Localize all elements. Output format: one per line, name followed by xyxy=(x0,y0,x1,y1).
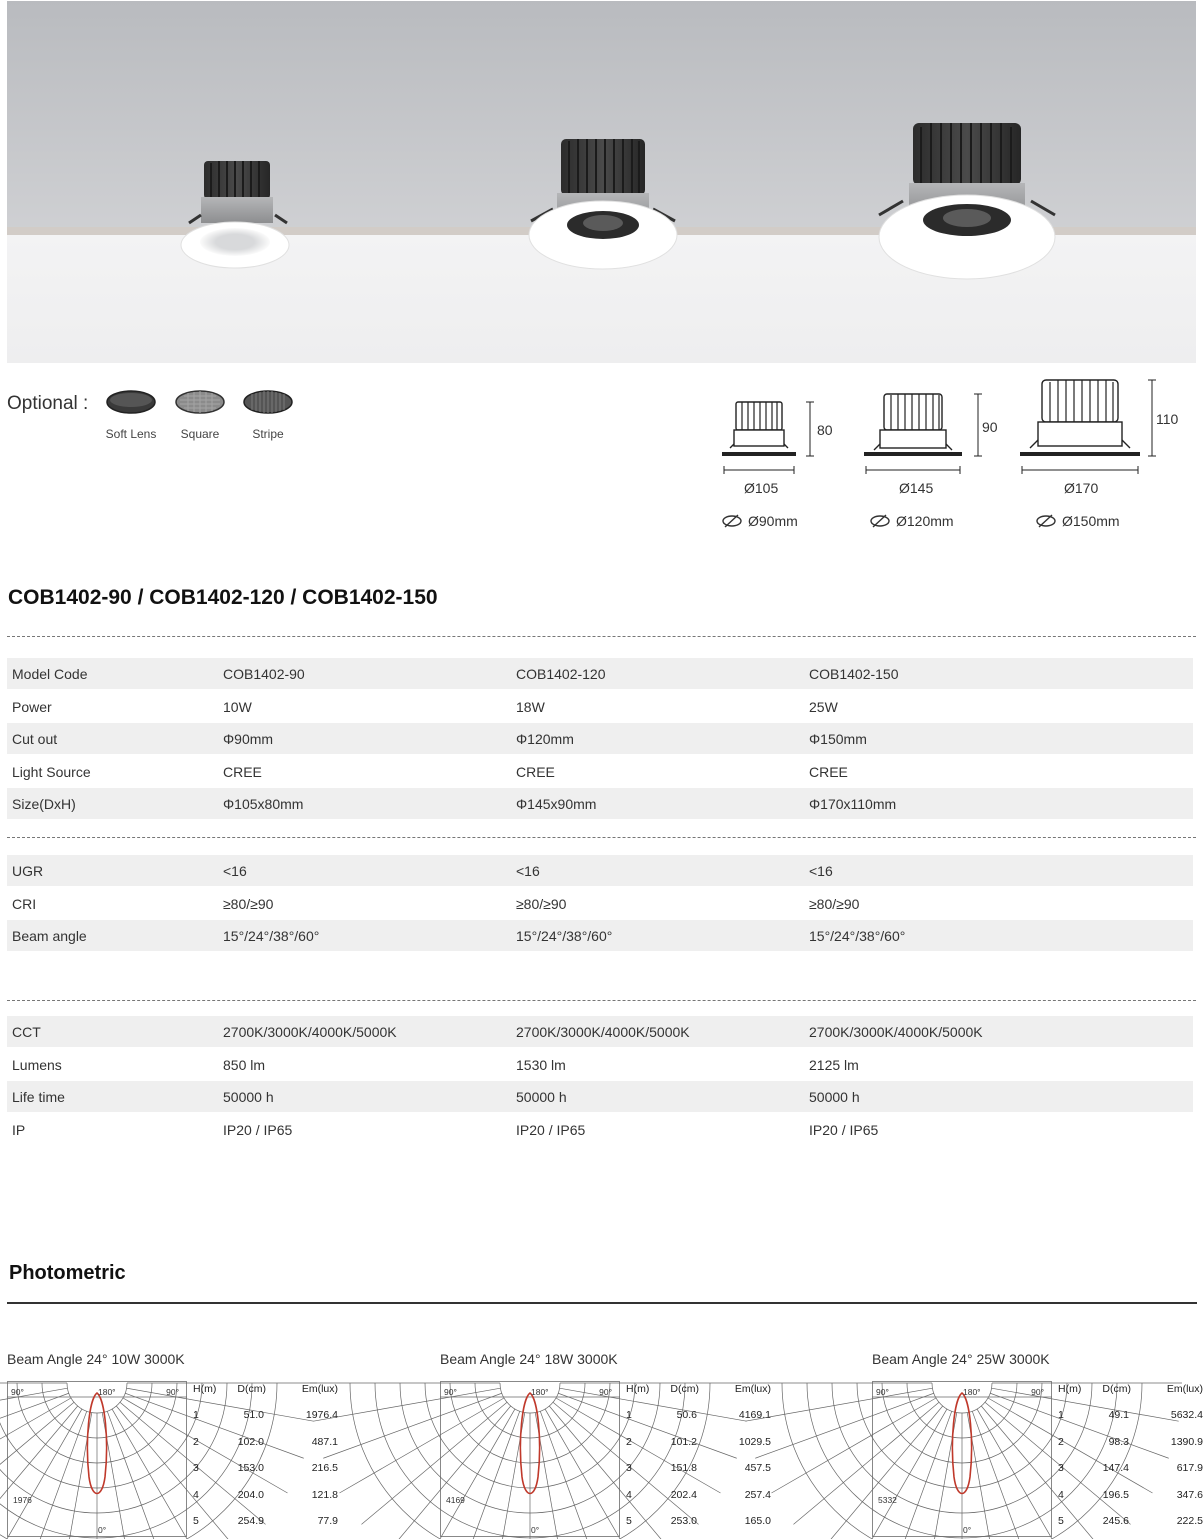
photometric-caption: Beam Angle 24° 25W 3000K xyxy=(872,1351,1050,1367)
angle-label-right: 90° xyxy=(1031,1387,1044,1397)
spec-value: 50000 h xyxy=(223,1089,274,1106)
height-value: 3 xyxy=(193,1462,199,1475)
polar-candela-diagram xyxy=(7,1381,187,1537)
spec-value: 2700K/3000K/4000K/5000K xyxy=(809,1024,983,1040)
column-header: D(cm) xyxy=(1102,1383,1131,1395)
height-value: 2 xyxy=(193,1435,199,1448)
height-value: 4 xyxy=(193,1488,199,1501)
spec-value: ≥80/≥90 xyxy=(223,895,274,912)
diameter-label-150: Ø170 xyxy=(1064,480,1099,496)
spec-value: ≥80/≥90 xyxy=(516,895,567,912)
spec-value: COB1402-90 xyxy=(223,666,305,682)
divider xyxy=(7,1000,1196,1001)
cutout-icon xyxy=(1036,514,1056,528)
spec-value: Φ105x80mm xyxy=(223,796,304,813)
peak-intensity-label: 1976 xyxy=(13,1495,32,1505)
diameter-value: 196.5 xyxy=(1102,1488,1129,1501)
cutout-label-120: Ø120mm xyxy=(896,513,954,529)
spec-label: Lumens xyxy=(12,1056,62,1073)
illuminance-row xyxy=(192,1460,338,1486)
diameter-value: 50.6 xyxy=(676,1409,697,1422)
height-value: 2 xyxy=(626,1435,632,1448)
angle-label-right: 90° xyxy=(599,1387,612,1397)
cutout-90 xyxy=(722,513,798,529)
spec-label: UGR xyxy=(12,863,44,879)
height-label-90: 80 xyxy=(817,422,833,438)
soft-lens-label: Soft Lens xyxy=(105,427,157,441)
diameter-label-90: Ø105 xyxy=(744,480,779,496)
spec-value: 2125 lm xyxy=(809,1056,859,1073)
spec-value: <16 xyxy=(809,863,833,879)
diameter-value: 245.6 xyxy=(1102,1514,1129,1527)
cutout-label-150: Ø150mm xyxy=(1062,513,1120,529)
spec-value: Φ145x90mm xyxy=(516,796,597,813)
height-value: 5 xyxy=(626,1514,632,1527)
height-value: 1 xyxy=(193,1409,199,1422)
spec-row xyxy=(7,1049,1193,1080)
column-header: D(cm) xyxy=(237,1383,266,1395)
stripe-lens-icon xyxy=(242,388,294,416)
diameter-value: 254.9 xyxy=(237,1514,264,1527)
cutout-label-90: Ø90mm xyxy=(748,513,798,529)
diameter-value: 202.4 xyxy=(670,1488,697,1501)
cutout-120 xyxy=(870,513,954,529)
illuminance-row xyxy=(625,1487,771,1513)
diameter-value: 253.0 xyxy=(670,1514,697,1527)
peak-intensity-label: 5332 xyxy=(878,1495,897,1505)
spec-value: ≥80/≥90 xyxy=(809,895,860,912)
spec-value: <16 xyxy=(223,863,247,879)
height-value: 2 xyxy=(1058,1435,1064,1448)
angle-label-bottom: 0° xyxy=(98,1525,107,1535)
illuminance-row xyxy=(625,1460,771,1486)
spec-label: Beam angle xyxy=(12,928,87,945)
soft-lens-option xyxy=(91,388,171,441)
spec-value: 50000 h xyxy=(516,1089,567,1106)
spec-row xyxy=(7,920,1193,951)
lux-value: 5632.4 xyxy=(1170,1409,1203,1422)
divider xyxy=(7,837,1196,838)
spec-value: 25W xyxy=(809,698,838,715)
spec-value: 15°/24°/38°/60° xyxy=(223,928,320,945)
spec-value: CREE xyxy=(516,763,555,780)
dimension-drawing-90 xyxy=(720,398,830,478)
spec-row xyxy=(7,691,1193,722)
height-value: 5 xyxy=(1058,1514,1064,1527)
spec-value: 50000 h xyxy=(809,1089,860,1106)
spec-value: 15°/24°/38°/60° xyxy=(809,928,906,945)
spec-row xyxy=(7,756,1193,787)
diameter-value: 151.8 xyxy=(670,1462,697,1475)
spec-label: CRI xyxy=(12,895,37,912)
photometric-title: Photometric xyxy=(9,1262,126,1284)
spec-value: CREE xyxy=(223,763,262,780)
spec-value: 10W xyxy=(223,698,252,715)
height-label-150: 110 xyxy=(1156,411,1179,427)
photometric-caption: Beam Angle 24° 10W 3000K xyxy=(7,1351,185,1367)
spec-value: COB1402-150 xyxy=(809,666,899,682)
square-lens-label: Square xyxy=(180,427,220,441)
diameter-value: 49.1 xyxy=(1108,1409,1129,1422)
cutout-icon xyxy=(722,514,742,528)
height-value: 3 xyxy=(1058,1462,1064,1475)
lux-value: 121.8 xyxy=(311,1488,338,1501)
photometric-caption: Beam Angle 24° 18W 3000K xyxy=(440,1351,618,1367)
spec-value: IP20 / IP65 xyxy=(516,1121,586,1138)
illuminance-table-header xyxy=(625,1381,771,1407)
lux-value: 77.9 xyxy=(317,1514,338,1527)
spec-label: Life time xyxy=(12,1089,65,1106)
photometric-block xyxy=(872,1351,1202,1538)
illuminance-row xyxy=(1057,1434,1203,1460)
diameter-value: 153.0 xyxy=(237,1462,264,1475)
illuminance-row xyxy=(1057,1407,1203,1433)
illuminance-row xyxy=(192,1513,338,1539)
illuminance-row xyxy=(1057,1460,1203,1486)
illuminance-table-header xyxy=(1057,1381,1203,1407)
spec-label: Model Code xyxy=(12,666,88,682)
illuminance-table-header xyxy=(192,1381,338,1407)
lux-value: 1976.4 xyxy=(305,1409,338,1422)
lux-value: 216.5 xyxy=(311,1462,338,1475)
column-header: Em(lux) xyxy=(1166,1383,1203,1395)
photometric-block xyxy=(7,1351,337,1538)
product-hero-image xyxy=(7,1,1196,363)
stripe-lens-label: Stripe xyxy=(252,427,284,441)
height-value: 1 xyxy=(626,1409,632,1422)
spec-value: CREE xyxy=(809,763,848,780)
angle-label-bottom: 0° xyxy=(531,1525,540,1535)
illuminance-row xyxy=(625,1434,771,1460)
diameter-value: 51.0 xyxy=(243,1409,264,1422)
illuminance-row xyxy=(192,1487,338,1513)
diameter-label-120: Ø145 xyxy=(899,480,934,496)
diameter-value: 101.2 xyxy=(670,1435,697,1448)
soft-lens-icon xyxy=(105,388,157,416)
spec-value: <16 xyxy=(516,863,540,879)
column-header: H(m) xyxy=(193,1383,217,1395)
spec-row xyxy=(7,855,1193,886)
column-header: D(cm) xyxy=(670,1383,699,1395)
spec-label: CCT xyxy=(12,1024,41,1040)
square-lens-icon xyxy=(174,388,226,416)
height-value: 4 xyxy=(1058,1488,1064,1501)
lux-value: 617.9 xyxy=(1176,1462,1203,1475)
spec-value: IP20 / IP65 xyxy=(809,1121,879,1138)
diameter-value: 147.4 xyxy=(1102,1462,1129,1475)
spec-value: 2700K/3000K/4000K/5000K xyxy=(516,1024,690,1040)
spec-value: Φ90mm xyxy=(223,731,274,748)
height-label-120: 90 xyxy=(982,419,998,435)
divider xyxy=(7,636,1196,637)
angle-label-top: 180° xyxy=(963,1387,981,1397)
diameter-value: 204.0 xyxy=(237,1488,264,1501)
column-header: H(m) xyxy=(626,1383,650,1395)
stripe-lens-option xyxy=(228,388,308,441)
illuminance-row xyxy=(1057,1487,1203,1513)
illuminance-row xyxy=(625,1513,771,1539)
spec-value: Φ150mm xyxy=(809,731,867,748)
spec-label: IP xyxy=(12,1121,26,1138)
photometric-block xyxy=(440,1351,770,1538)
illuminance-row xyxy=(1057,1513,1203,1539)
lux-value: 347.6 xyxy=(1176,1488,1203,1501)
angle-label-left: 90° xyxy=(444,1387,457,1397)
spec-value: 18W xyxy=(516,698,545,715)
dimension-drawing-120 xyxy=(860,390,990,478)
lux-value: 1390.9 xyxy=(1170,1435,1203,1448)
angle-label-top: 180° xyxy=(98,1387,116,1397)
spec-value: IP20 / IP65 xyxy=(223,1121,293,1138)
spec-row xyxy=(7,1016,1193,1047)
spec-row xyxy=(7,788,1193,819)
illuminance-table xyxy=(192,1381,338,1539)
spec-row xyxy=(7,1114,1193,1145)
spec-row xyxy=(7,723,1193,754)
height-value: 4 xyxy=(626,1488,632,1501)
spec-row xyxy=(7,658,1193,689)
spec-value: Φ170x110mm xyxy=(809,796,897,813)
height-value: 1 xyxy=(1058,1409,1064,1422)
polar-candela-diagram xyxy=(872,1381,1052,1537)
spec-row xyxy=(7,1081,1193,1112)
illuminance-row xyxy=(192,1434,338,1460)
peak-intensity-label: 4169 xyxy=(446,1495,465,1505)
spec-value: COB1402-120 xyxy=(516,666,606,682)
spec-value: 850 lm xyxy=(223,1056,266,1073)
angle-label-left: 90° xyxy=(11,1387,24,1397)
column-header: Em(lux) xyxy=(301,1383,338,1395)
angle-label-top: 180° xyxy=(531,1387,549,1397)
angle-label-right: 90° xyxy=(166,1387,179,1397)
angle-label-left: 90° xyxy=(876,1387,889,1397)
diameter-value: 102.0 xyxy=(237,1435,264,1448)
angle-label-bottom: 0° xyxy=(963,1525,972,1535)
cutout-150 xyxy=(1036,513,1120,529)
polar-candela-diagram xyxy=(440,1381,620,1537)
lux-value: 257.4 xyxy=(744,1488,771,1501)
optional-label: Optional : xyxy=(7,393,89,414)
illuminance-table xyxy=(1057,1381,1203,1539)
lux-value: 165.0 xyxy=(744,1514,771,1527)
illuminance-table xyxy=(625,1381,771,1539)
column-header: Em(lux) xyxy=(734,1383,771,1395)
photometric-divider xyxy=(7,1302,1197,1304)
spec-title: COB1402-90 / COB1402-120 / COB1402-150 xyxy=(8,586,438,609)
spec-row xyxy=(7,888,1193,919)
spec-value: 2700K/3000K/4000K/5000K xyxy=(223,1024,397,1040)
dimension-drawings xyxy=(700,372,1190,542)
spec-label: Cut out xyxy=(12,731,58,748)
spec-value: 15°/24°/38°/60° xyxy=(516,928,613,945)
lux-value: 222.5 xyxy=(1176,1514,1203,1527)
spec-label: Size(DxH) xyxy=(12,796,76,813)
diameter-value: 98.3 xyxy=(1108,1435,1129,1448)
lux-value: 1029.5 xyxy=(738,1435,771,1448)
lux-value: 457.5 xyxy=(744,1462,771,1475)
height-value: 5 xyxy=(193,1514,199,1527)
cutout-icon xyxy=(870,514,890,528)
spec-value: 1530 lm xyxy=(516,1056,566,1073)
height-value: 3 xyxy=(626,1462,632,1475)
column-header: H(m) xyxy=(1058,1383,1082,1395)
spec-value: Φ120mm xyxy=(516,731,574,748)
spec-label: Power xyxy=(12,698,52,715)
lux-value: 4169.1 xyxy=(738,1409,771,1422)
spec-label: Light Source xyxy=(12,763,91,780)
lux-value: 487.1 xyxy=(311,1435,338,1448)
dimension-drawing-150 xyxy=(1016,376,1166,478)
